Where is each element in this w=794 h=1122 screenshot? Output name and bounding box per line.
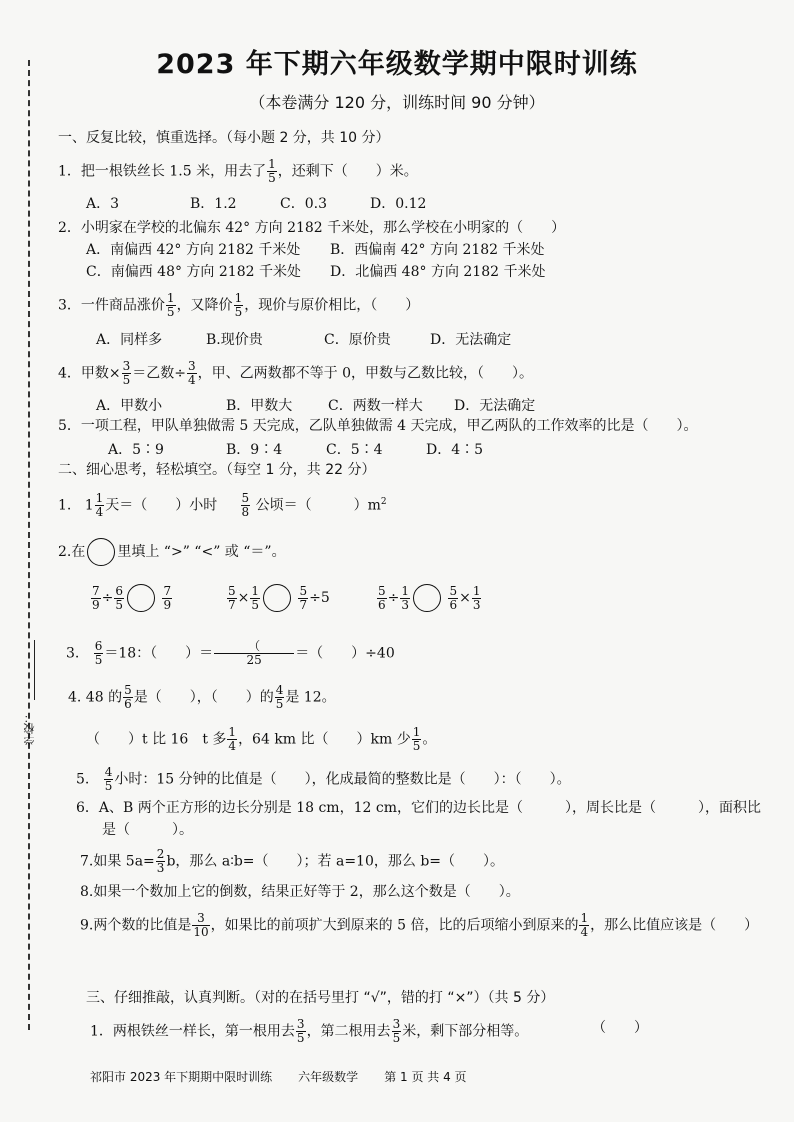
s1-q3-text: 3．一件商品涨价 bbox=[58, 297, 165, 314]
s2-q4-line2 bbox=[86, 726, 436, 753]
page-subtitle: （本卷满分 120 分，训练时间 90 分钟） bbox=[249, 93, 545, 112]
footer-school: 祁阳市 2023 年下期期中限时训练 bbox=[90, 1070, 273, 1084]
superscript: 2 bbox=[380, 497, 387, 507]
s3-q1-text: 1．两根铁丝一样长，第一根用去 bbox=[90, 1023, 295, 1040]
fraction: $\frac{1}{3}$ bbox=[472, 583, 481, 612]
fraction: $\frac{2}{3}$ bbox=[156, 847, 165, 875]
s2-q4-line2-mid: ，64 km 比（ ）km 少 bbox=[238, 731, 411, 748]
s1-q5-options bbox=[108, 440, 483, 460]
fraction: $\frac{4}{5}$ bbox=[104, 765, 113, 793]
s2-q4 bbox=[68, 684, 336, 711]
option-d: D．0.12 bbox=[370, 196, 427, 212]
fraction: $\frac{5}{6}$ bbox=[449, 583, 458, 612]
option-d: D．北偏西 48° 方向 2182 千米处 bbox=[330, 264, 546, 280]
option-d: D．4∶5 bbox=[426, 442, 484, 458]
binding-name-line bbox=[34, 640, 35, 700]
fraction: $\frac{4}{5}$ bbox=[275, 683, 284, 711]
fraction: $\frac{5}{7}$ bbox=[299, 583, 308, 612]
fraction: $\frac{1}{3}$ bbox=[401, 583, 410, 612]
s3-q1-answer-blank[interactable]: （ ） bbox=[592, 1020, 648, 1036]
s2-q7 bbox=[80, 848, 504, 875]
option-b: B.现价贵 bbox=[206, 332, 263, 348]
operator: × bbox=[237, 590, 250, 606]
s1-q3 bbox=[58, 292, 419, 319]
option-a: A．3 bbox=[86, 196, 120, 212]
s3-q1-text-mid: ，第二根用去 bbox=[306, 1023, 391, 1040]
fraction: $\frac{1}{4}$ bbox=[228, 725, 237, 753]
compare-circle[interactable] bbox=[263, 584, 291, 612]
operator: ÷ bbox=[387, 590, 400, 606]
s1-q4-text-post: ，甲、乙两数都不等于 0，甲数与乙数比较，（ ）。 bbox=[197, 365, 534, 382]
fraction: $\frac{5}{6}$ bbox=[124, 683, 132, 711]
option-c: C．两数一样大 bbox=[328, 398, 423, 414]
s2-q5-num: 5. bbox=[76, 771, 90, 788]
s2-q6: 6．A、B 两个正方形的边长分别是 18 cm，12 cm，它们的边长比是（ ），周长比是（ ），面积比 bbox=[76, 800, 761, 816]
option-c: C．原价贵 bbox=[324, 332, 391, 348]
fraction: $\frac{5}{8}$ bbox=[241, 491, 250, 520]
option-a: A．同样多 bbox=[96, 332, 163, 348]
fraction: $\frac{1}{5}$ bbox=[234, 291, 243, 319]
fraction: $\frac{3}{10}$ bbox=[193, 911, 209, 939]
option-b: B．9∶4 bbox=[226, 442, 283, 458]
s2-q4-line2-text: （ ）t 比 16 t 多 bbox=[86, 731, 227, 748]
fraction: $\frac{3}{5}$ bbox=[296, 1017, 305, 1045]
footer-page-number: 第 1 页 共 4 页 bbox=[384, 1070, 467, 1084]
operator: ÷5 bbox=[309, 590, 330, 606]
s1-q4-text: 4．甲数× bbox=[58, 365, 121, 382]
s2-q1-text2: 公顷＝（ ）m bbox=[255, 497, 381, 514]
s2-q6-line2: 是（ ）。 bbox=[102, 822, 193, 838]
fraction: $\frac{3}{5}$ bbox=[122, 359, 131, 387]
fraction: $\frac{7}{9}$ bbox=[163, 583, 172, 612]
s1-q3-text-post: ，现价与原价相比，（ ） bbox=[244, 297, 420, 314]
s3-q1-text-post: 米，剩下部分相等。 bbox=[402, 1023, 529, 1040]
s1-q5: 5．一项工程，甲队单独做需 5 天完成，乙队单独做需 4 天完成，甲乙两队的工作效率的比是（ ）。 bbox=[58, 418, 698, 434]
binding-label: 学校： bbox=[23, 712, 36, 745]
s2-q4-line2-post: 。 bbox=[422, 731, 437, 748]
option-a: A．南偏西 42° 方向 2182 千米处 bbox=[86, 242, 301, 258]
s2-q7-text-post: b，那么 a∶b=（ ）；若 a=10，那么 b=（ ）。 bbox=[166, 853, 505, 870]
section3-header: 三、仔细推敲，认真判断。（对的在括号里打 “√”，错的打 “×”）（共 5 分） bbox=[86, 990, 555, 1006]
page-footer bbox=[90, 1068, 493, 1085]
s2-q4-text-mid: 是（ ），（ ）的 bbox=[133, 689, 274, 706]
s2-q1 bbox=[58, 492, 387, 519]
fraction: $\frac{1}{5}$ bbox=[268, 157, 276, 185]
fraction: $\frac{3}{5}$ bbox=[392, 1017, 401, 1045]
s1-q1-text-post: ，还剩下（ ）米。 bbox=[277, 163, 418, 180]
s1-q3-text-mid: ，又降价 bbox=[176, 297, 233, 314]
s2-q2-expr2 bbox=[226, 584, 330, 612]
s1-q4-text-mid: ＝乙数÷ bbox=[132, 365, 187, 382]
s1-q1-options bbox=[86, 194, 426, 214]
s2-q2 bbox=[58, 538, 286, 566]
s2-q7-text: 7.如果 5a= bbox=[80, 853, 155, 870]
page-title: 2023 年下期六年级数学期中限时训练 bbox=[156, 49, 638, 80]
s2-q4-text: 4. 48 的 bbox=[68, 689, 123, 706]
s2-q9-text-mid: ，如果比的前项扩大到原来的 5 倍，比的后项缩小到原来的 bbox=[210, 917, 579, 934]
compare-circle[interactable] bbox=[413, 584, 441, 612]
s2-q9-text: 9.两个数的比值是 bbox=[80, 917, 192, 934]
s2-q4-text-post: 是 12。 bbox=[285, 689, 336, 706]
s2-q3-num: 3. bbox=[66, 645, 80, 662]
operator: × bbox=[459, 590, 471, 606]
s2-q2-text-post: 里填上 “>” “<” 或 “＝”。 bbox=[117, 544, 286, 560]
option-d: D．无法确定 bbox=[430, 332, 512, 348]
compare-circle[interactable] bbox=[127, 584, 155, 612]
s2-q9-text-post: ，那么比值应该是（ ） bbox=[590, 917, 759, 934]
fraction: $\frac{1}{5}$ bbox=[166, 291, 175, 319]
option-d: D．无法确定 bbox=[454, 398, 536, 414]
option-c: C．0.3 bbox=[280, 196, 327, 212]
fraction: $\frac{1}{4}$ bbox=[580, 911, 589, 939]
s2-q5 bbox=[76, 766, 571, 793]
fraction: $\frac{6}{5}$ bbox=[94, 639, 103, 667]
s1-q1 bbox=[58, 158, 418, 185]
option-b: B．甲数大 bbox=[226, 398, 293, 414]
s2-q9 bbox=[80, 912, 758, 939]
s2-q5-text: 小时：15 分钟的比值是（ ），化成最简的整数比是（ ）：（ ）。 bbox=[114, 771, 571, 788]
fraction: $\frac{7}{9}$ bbox=[92, 583, 100, 612]
s1-q4-options bbox=[96, 396, 535, 416]
operator: ÷ bbox=[101, 590, 114, 606]
s1-q4 bbox=[58, 360, 533, 387]
fraction: $\frac{5}{7}$ bbox=[228, 583, 236, 612]
fraction: $\frac{1}{5}$ bbox=[412, 725, 421, 753]
option-a: A．5∶9 bbox=[108, 442, 164, 458]
s1-q2-options-row1 bbox=[86, 240, 545, 260]
option-c: C．5∶4 bbox=[326, 442, 383, 458]
s1-q1-text: 1．把一根铁丝长 1.5 米，用去了 bbox=[58, 163, 267, 180]
s2-q1-text1: 天＝（ ）小时 bbox=[105, 497, 218, 514]
s1-q2-options-row2 bbox=[86, 262, 545, 282]
fraction: $\frac{6}{5}$ bbox=[115, 583, 124, 612]
s2-q2-expr3 bbox=[376, 584, 482, 612]
s1-q2: 2．小明家在学校的北偏东 42° 方向 2182 千米处，那么学校在小明家的（ ） bbox=[58, 220, 566, 236]
mixed-whole: 1 bbox=[84, 497, 94, 514]
option-a: A．甲数小 bbox=[96, 398, 163, 414]
s2-q8: 8.如果一个数加上它的倒数，结果正好等于 2，那么这个数是（ ）。 bbox=[80, 884, 520, 900]
fraction-blank: $\frac{(}{25}$ bbox=[214, 640, 294, 667]
s3-q1 bbox=[90, 1018, 528, 1045]
fraction: $\frac{5}{6}$ bbox=[378, 583, 386, 612]
footer-subject: 六年级数学 bbox=[298, 1070, 359, 1084]
fraction: $\frac{3}{4}$ bbox=[188, 359, 196, 387]
option-c: C．南偏西 48° 方向 2182 千米处 bbox=[86, 264, 301, 280]
s2-q3 bbox=[66, 640, 395, 667]
fraction: $\frac{1}{4}$ bbox=[95, 491, 104, 520]
section2-header: 二、细心思考，轻松填空。（每空 1 分，共 22 分） bbox=[58, 462, 376, 478]
option-b: B．西偏南 42° 方向 2182 千米处 bbox=[330, 242, 545, 258]
s2-q1-num: 1. bbox=[58, 497, 72, 514]
section1-header: 一、反复比较，慎重选择。（每小题 2 分，共 10 分） bbox=[58, 130, 390, 146]
s1-q3-options bbox=[96, 330, 511, 350]
compare-circle bbox=[87, 538, 115, 566]
s2-q2-expr1 bbox=[90, 584, 173, 612]
option-b: B．1.2 bbox=[190, 196, 237, 212]
fraction: $\frac{1}{5}$ bbox=[251, 583, 260, 612]
s2-q3-text2: ＝（ ）÷40 bbox=[295, 645, 395, 662]
binding-dashed-line bbox=[28, 60, 46, 1030]
s2-q3-text1: ＝18：（ ）＝ bbox=[104, 645, 214, 662]
s2-q2-text: 2.在 bbox=[58, 544, 86, 560]
